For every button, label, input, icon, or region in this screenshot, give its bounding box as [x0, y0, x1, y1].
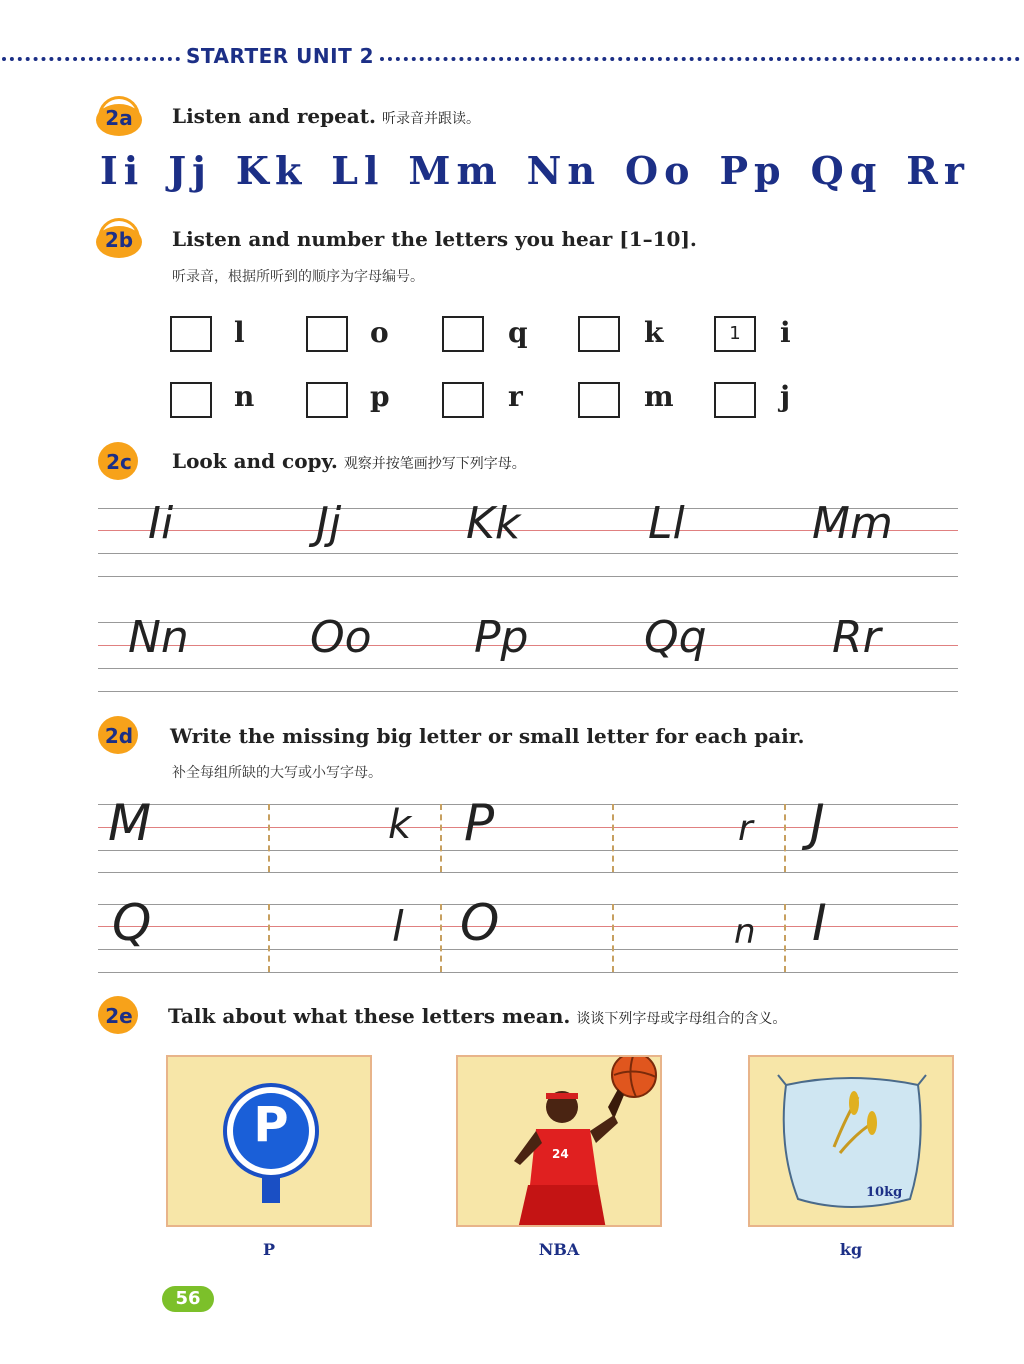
copy-letter: Ll: [648, 498, 685, 549]
instruction-2e: Talk about what these letters mean. 谈谈下列字母或字母组合的含义。: [168, 1004, 787, 1028]
pair-divider: [784, 804, 786, 872]
answer-letter: r: [508, 380, 523, 413]
instruction-2c: Look and copy. 观察并按笔画抄写下列字母。: [172, 449, 526, 473]
writing-line: [98, 576, 958, 577]
badge-2d: 2d: [92, 714, 146, 754]
writing-line: [98, 850, 958, 851]
letter-pair-row: [100, 148, 970, 193]
answer-letter: n: [234, 380, 255, 413]
header-dots-right: [380, 57, 1020, 61]
header-dots-left: [2, 57, 180, 61]
instruction-2d: Write the missing big letter or small letter for each pair.: [170, 724, 805, 748]
writing-line: [98, 926, 958, 927]
number-box[interactable]: [306, 382, 348, 418]
letter-pair: Ll: [331, 148, 385, 193]
writing-line: [98, 949, 958, 950]
pair-divider: [440, 904, 442, 972]
given-letter: O: [460, 894, 500, 952]
answer-letter: o: [370, 316, 389, 349]
letter-pair: Ii: [100, 148, 145, 193]
given-letter: n: [734, 912, 756, 952]
pair-divider: [268, 804, 270, 872]
answer-letter: q: [508, 316, 528, 349]
caption-nba: NBA: [538, 1240, 580, 1259]
rice-bag-icon: [750, 1057, 954, 1227]
writing-line: [98, 804, 958, 805]
writing-line: [98, 691, 958, 692]
answer-letter: m: [644, 380, 674, 413]
answer-letter: j: [780, 380, 791, 413]
number-box[interactable]: [578, 316, 620, 352]
copy-letter: Kk: [466, 498, 521, 549]
badge-2a: 2a: [92, 96, 146, 136]
given-letter: P: [464, 794, 495, 852]
writing-line: [98, 904, 958, 905]
copy-letter: Oo: [310, 612, 372, 663]
unit-title: STARTER UNIT 2: [186, 44, 375, 68]
letter-pair: Pp: [719, 148, 787, 193]
pair-divider: [612, 904, 614, 972]
given-letter: k: [388, 802, 412, 848]
number-box[interactable]: [578, 382, 620, 418]
copy-letter: Nn: [128, 612, 189, 663]
given-letter: l: [392, 902, 404, 951]
writing-line: [98, 827, 958, 828]
picture-nba: [456, 1055, 662, 1227]
instruction-2a: Listen and repeat. 听录音并跟读。: [172, 104, 480, 128]
pair-divider: [784, 904, 786, 972]
writing-line: [98, 553, 958, 554]
letter-pair: Qq: [810, 148, 883, 193]
bag-label: 10kg: [866, 1185, 903, 1200]
letter-pair: Rr: [906, 148, 970, 193]
badge-2b: 2b: [92, 218, 146, 258]
caption-p: P: [262, 1240, 276, 1259]
instruction-2b: Listen and number the letters you hear [1–10].: [172, 227, 697, 251]
letter-pair: Oo: [625, 148, 696, 193]
page-number: 56: [162, 1286, 214, 1312]
writing-line: [98, 668, 958, 669]
number-box[interactable]: [714, 382, 756, 418]
pair-divider: [612, 804, 614, 872]
instruction-2d-cn: 补全每组所缺的大写或小写字母。: [172, 765, 382, 781]
answer-letter: k: [644, 316, 664, 349]
given-letter: J: [810, 794, 825, 852]
number-box[interactable]: 1: [714, 316, 756, 352]
given-letter: I: [812, 894, 827, 952]
pair-divider: [440, 804, 442, 872]
copy-letter: Mm: [812, 498, 893, 549]
given-letter: M: [108, 794, 152, 852]
number-box[interactable]: [170, 382, 212, 418]
number-box[interactable]: [170, 316, 212, 352]
picture-parking: [166, 1055, 372, 1227]
badge-2c: 2c: [92, 440, 146, 480]
number-box[interactable]: [306, 316, 348, 352]
pair-divider: [268, 904, 270, 972]
copy-letter: Ii: [148, 498, 174, 549]
letter-pair: Nn: [526, 148, 602, 193]
copy-letter: Rr: [832, 612, 881, 663]
number-box[interactable]: [442, 316, 484, 352]
copy-letter: Jj: [316, 498, 342, 549]
letter-pair: Jj: [168, 148, 212, 193]
writing-line: [98, 972, 958, 973]
given-letter: Q: [112, 894, 152, 952]
instruction-2b-cn: 听录音，根据所听到的顺序为字母编号。: [172, 269, 424, 285]
caption-kg: kg: [839, 1240, 863, 1259]
copy-letter: Qq: [644, 612, 707, 663]
letter-pair: Mm: [408, 148, 503, 193]
copy-letter: Pp: [474, 612, 529, 663]
number-box[interactable]: [442, 382, 484, 418]
badge-2e: 2e: [92, 994, 146, 1034]
given-letter: r: [738, 808, 753, 849]
picture-kg: [748, 1055, 954, 1227]
answer-letter: l: [234, 316, 245, 349]
answer-letter: i: [780, 316, 791, 349]
letter-pair: Kk: [235, 148, 308, 193]
writing-line: [98, 872, 958, 873]
basketball-player-icon: [458, 1057, 662, 1227]
parking-sign-letter: P: [253, 1097, 289, 1153]
jersey-number: 24: [552, 1147, 569, 1161]
answer-letter: p: [370, 380, 390, 413]
